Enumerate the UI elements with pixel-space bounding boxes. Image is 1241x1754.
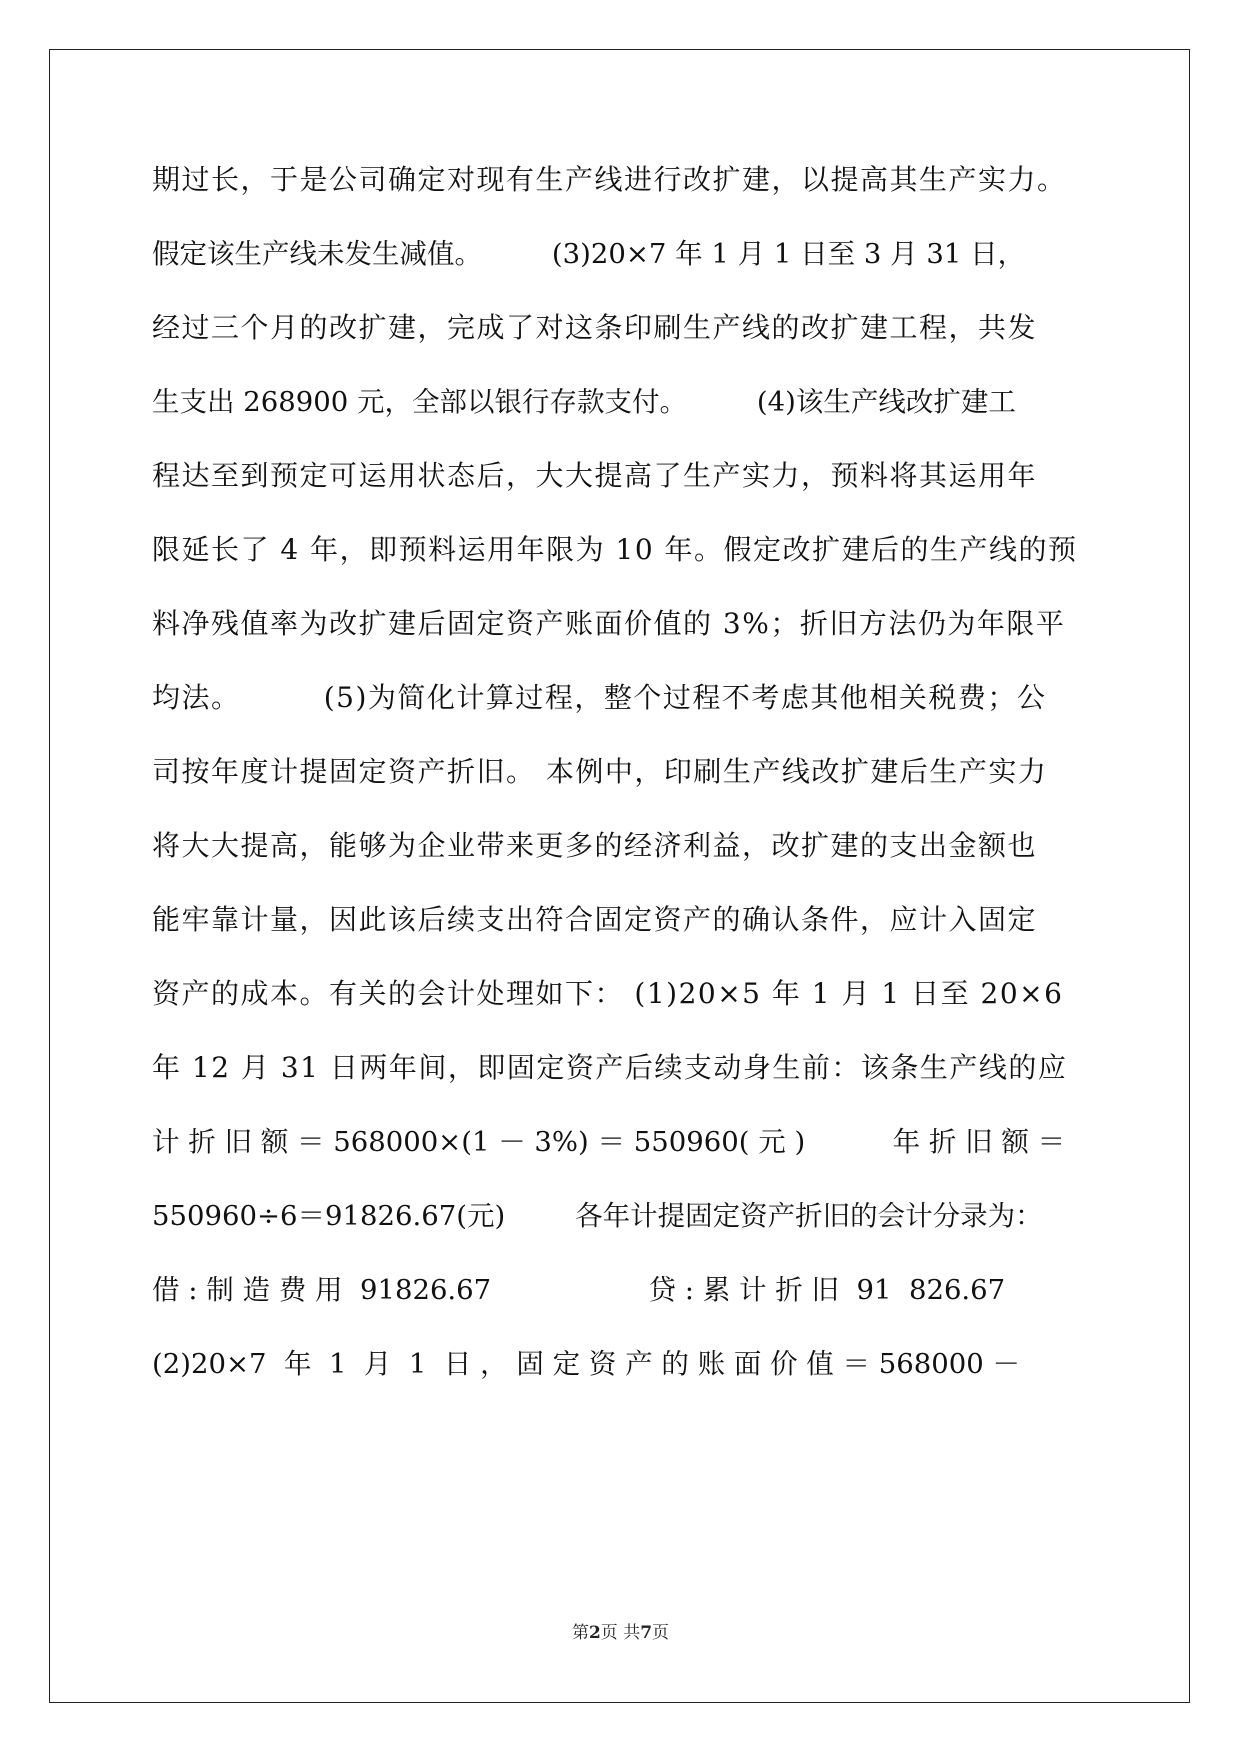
text-line: 假定该生产线未发生减值。 (3)20×7 年 1 月 1 日至 3 月 31 日， <box>152 238 1026 270</box>
page-number-prefix: 第 <box>571 1623 589 1643</box>
text-line: (2)20×7 年 1 月 1 日 ， 固 定 资 产 的 账 面 价 值 ＝ 568000 － <box>152 1348 1021 1380</box>
page-footer <box>0 1618 1241 1643</box>
text-line: 计 折 旧 额 ＝ 568000×(1 － 3%) ＝ 550960( 元 ) 年 折 旧 额 ＝ <box>152 1126 1066 1158</box>
text-line: 料净残值率为改扩建后固定资产账面价值的 3%；折旧方法仍为年限平 <box>152 607 1066 640</box>
text-line: 生支出 268900 元，全部以银行存款支付。 (4)该生产线改扩建工 <box>152 386 1016 418</box>
text-line: 将大大提高，能够为企业带来更多的经济利益，改扩建的支出金额也 <box>152 829 1038 862</box>
text-line: 年 12 月 31 日两年间，即固定资产后续支动身生前：该条生产线的应 <box>152 1051 1068 1084</box>
page-border <box>49 49 1190 1703</box>
text-line: 司按年度计提固定资产折旧。 本例中，印刷生产线改扩建后生产实力 <box>152 755 1048 788</box>
text-line: 限延长了 4 年，即预料运用年限为 10 年。假定改扩建后的生产线的预 <box>152 533 1078 566</box>
current-page-number: 2 <box>588 1623 601 1643</box>
text-line: 程达至到预定可运用状态后，大大提高了生产实力，预料将其运用年 <box>152 459 1038 492</box>
text-line: 资产的成本。有关的会计处理如下： (1)20×5 年 1 月 1 日至 20×6 <box>152 977 1064 1010</box>
text-line: 借 : 制 造 费 用 91826.67 贷 : 累 计 折 旧 91 826.67 <box>152 1274 1006 1306</box>
text-line: 期过长，于是公司确定对现有生产线进行改扩建，以提高其生产实力。 <box>152 163 1067 196</box>
total-page-number: 7 <box>640 1623 653 1643</box>
text-line: 550960÷6＝91826.67(元) 各年计提固定资产折旧的会计分录为： <box>152 1200 1043 1232</box>
text-line: 经过三个月的改扩建，完成了对这条印刷生产线的改扩建工程，共发 <box>152 311 1038 344</box>
text-line: 能牢靠计量，因此该后续支出符合固定资产的确认条件，应计入固定 <box>152 903 1038 936</box>
text-line: 均法。 (5)为简化计算过程，整个过程不考虑其他相关税费；公 <box>152 681 1047 714</box>
page-number-suffix: 页 <box>652 1623 670 1643</box>
page-number-mid: 页 共 <box>600 1623 641 1643</box>
